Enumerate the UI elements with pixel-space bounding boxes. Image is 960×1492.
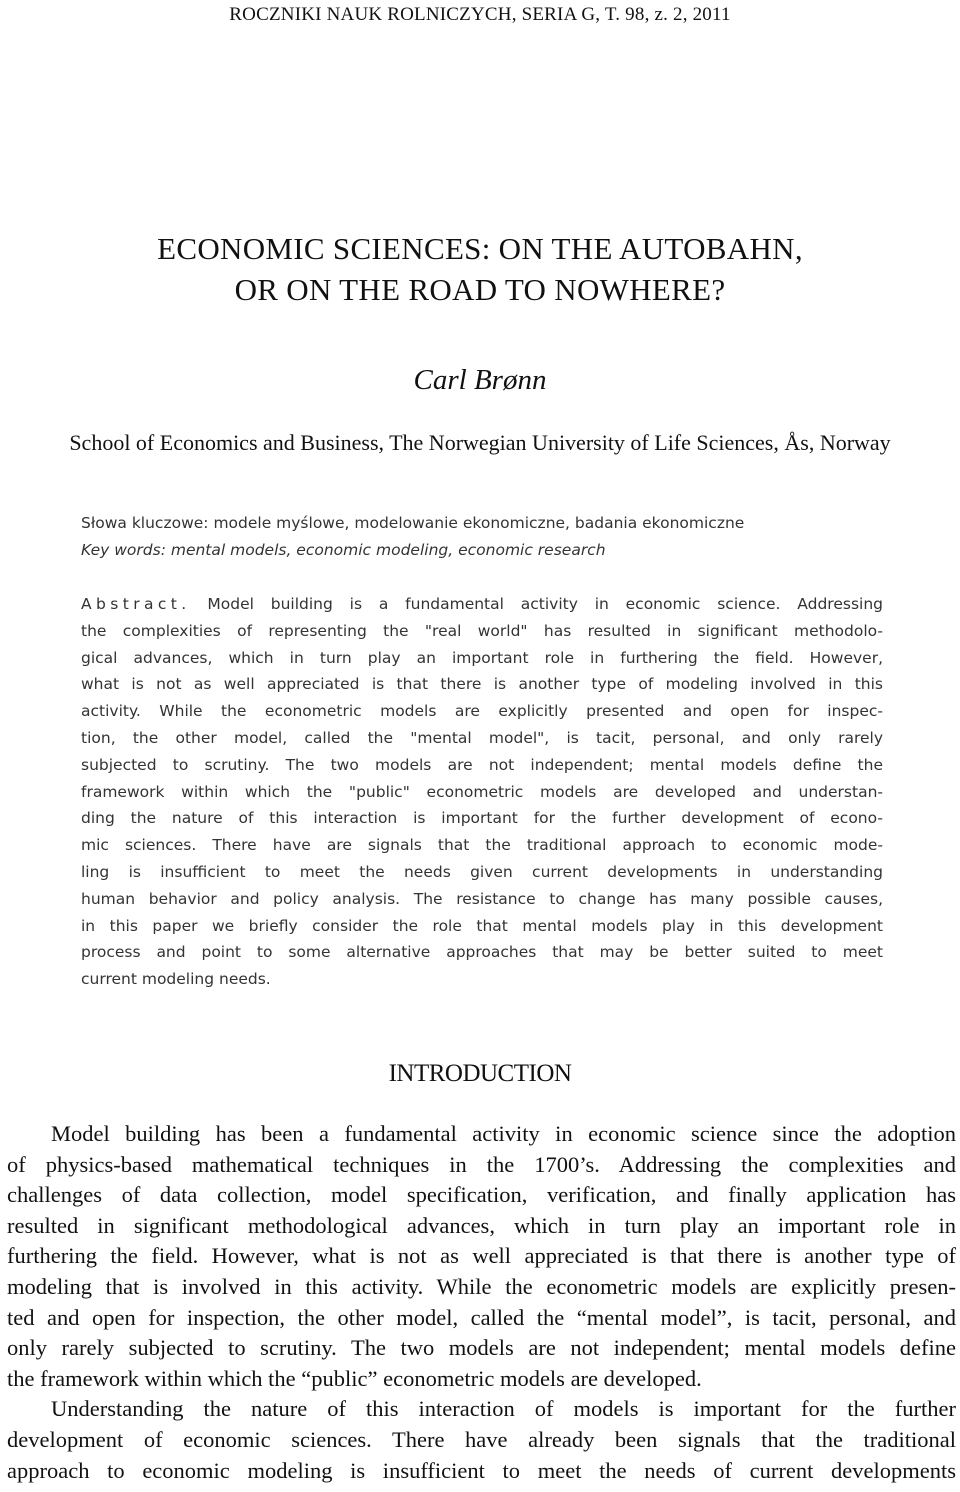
paragraph-line: resulted in significant methodological advances, which in turn play an important role in <box>7 1212 956 1238</box>
paragraph-line: Model building has been a fundamental activity in economic science since the adoption <box>51 1121 956 1146</box>
paragraph-line: the framework within which the “public” econometric models are developed. <box>7 1365 702 1391</box>
paper-title <box>0 228 960 310</box>
paragraph-line: challenges of data collection, model specification, verification, and finally application has <box>7 1182 956 1208</box>
abstract-line: framework within which the "public" econometric models are developed and understan- <box>81 782 883 801</box>
paragraph-line: approach to economic modeling is insufficient to meet the needs of current developments <box>7 1457 956 1483</box>
paragraph-line: only rarely subjected to scrutiny. The two models are not independent; mental models define <box>7 1335 956 1361</box>
abstract-line: ding the nature of this interaction is important for the further development of econo- <box>81 809 883 828</box>
paragraph-line: modeling that is involved in this activity. While the econometric models are explicitly presen- <box>7 1273 956 1299</box>
abstract-line: the complexities of representing the "real world" has resulted in significant methodolo- <box>81 621 883 640</box>
paragraph-line: of physics-based mathematical techniques in the 1700’s. Addressing the complexities and <box>7 1151 956 1177</box>
author-name: Carl Brønn <box>413 364 547 396</box>
keywords-english: Key words: mental models, economic modeling, economic research <box>81 541 606 559</box>
abstract <box>81 591 883 993</box>
paragraph-line: Understanding the nature of this interaction of models is important for the further <box>51 1396 956 1422</box>
abstract-line-text: Model building is a fundamental activity in economic science. Addressing <box>190 595 883 613</box>
paragraph-line: ted and open for inspection, the other model, called the “mental model”, is tacit, personal, and <box>7 1304 956 1330</box>
abstract-line: in this paper we briefly consider the role that mental models play in this development <box>81 916 883 935</box>
abstract-line: mic sciences. There have are signals that the traditional approach to economic mode- <box>81 836 883 855</box>
paragraph-line: development of economic sciences. There have already been signals that the traditional <box>7 1426 956 1452</box>
paper-title-line-2: OR ON THE ROAD TO NOWHERE? <box>234 272 726 307</box>
abstract-line: gical advances, which in turn play an important role in furthering the field. However, <box>81 648 883 667</box>
introduction-heading: INTRODUCTION <box>388 1060 572 1087</box>
abstract-line: tion, the other model, called the "mental model", is tacit, personal, and only rarely <box>81 728 883 747</box>
abstract-line <box>81 591 883 618</box>
abstract-line: current modeling needs. <box>81 970 271 989</box>
author-affiliation: School of Economics and Business, The Norwegian University of Life Sciences, Ås, Norway <box>69 430 891 455</box>
paragraph-line: furthering the field. However, what is not as well appreciated is that there is another type of <box>7 1243 956 1269</box>
abstract-line: human behavior and policy analysis. The resistance to change has many possible causes, <box>81 889 883 908</box>
abstract-line: subjected to scrutiny. The two models are not independent; mental models define the <box>81 755 883 774</box>
abstract-line: activity. While the econometric models are explicitly presented and open for inspec- <box>81 702 883 721</box>
abstract-line: ling is insufficient to meet the needs given current developments in understanding <box>81 862 883 881</box>
abstract-label: Abstract. <box>81 595 191 613</box>
paper-title-line-1: ECONOMIC SCIENCES: ON THE AUTOBAHN, <box>157 231 803 266</box>
journal-header: ROCZNIKI NAUK ROLNICZYCH, SERIA G, T. 98, z. 2, 2011 <box>229 4 731 25</box>
introduction-body <box>7 1119 956 1486</box>
abstract-line: process and point to some alternative approaches that may be better suited to meet <box>81 943 883 962</box>
abstract-line: what is not as well appreciated is that there is another type of modeling involved in this <box>81 675 883 694</box>
keywords-polish: Słowa kluczowe: modele myślowe, modelowanie ekonomiczne, badania ekonomiczne <box>81 514 745 532</box>
